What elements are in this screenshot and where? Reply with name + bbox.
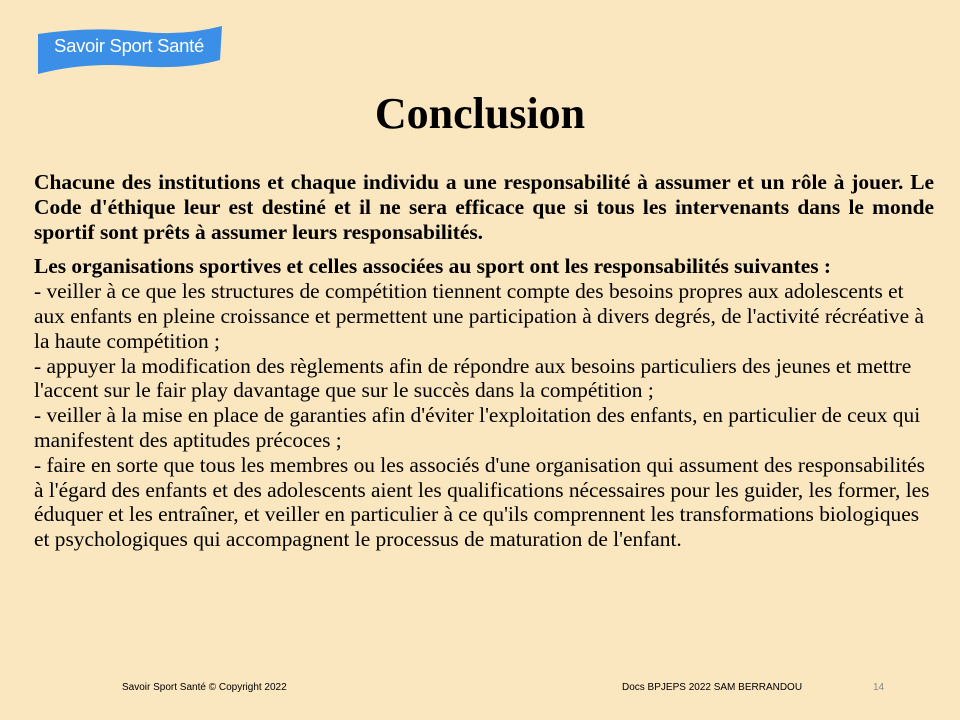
responsibility-item: - appuyer la modification des règlements afin de répondre aux besoins particuliers des jeunes et mettre l'accent sur le fair play davantage que sur le succès dans la compétition ; <box>34 353 912 403</box>
slide-body <box>34 170 934 552</box>
logo <box>34 24 224 76</box>
responsibility-item: - veiller à ce que les structures de compétition tiennent compte des besoins propres aux adolescents et aux enfants en pleine croissance et permettent une participation à divers degrés, de l'activité récréative à la haute compétition ; <box>34 279 924 353</box>
footer-docs: Docs BPJEPS 2022 SAM BERRANDOU <box>622 682 803 693</box>
page-number: 14 <box>873 682 885 693</box>
footer-copyright: Savoir Sport Santé © Copyright 2022 <box>122 682 287 693</box>
logo-text: Savoir Sport Santé <box>54 35 204 56</box>
responsibilities-lead: Les organisations sportives et celles associées au sport ont les responsabilités suivantes : <box>34 254 831 279</box>
page-title: Conclusion <box>374 89 586 138</box>
responsibility-item: - veiller à la mise en place de garanties afin d'éviter l'exploitation des enfants, en particulier de ceux qui manifestent des aptitudes précoces ; <box>34 403 921 452</box>
responsibility-item: - faire en sorte que tous les membres ou les associés d'une organisation qui assument des responsabilités à l'égard des enfants et des adolescents aient les qualifications nécessaires pour les guider, les former, les éduquer et les entraîner, et veiller en particulier à ce qu'ils comprennent les transformations biologiques et psychologiques qui accompagnent le processus de maturation de l'enfant. <box>34 452 930 552</box>
intro-paragraph: Chacune des institutions et chaque individu a une responsabilité à assumer et un rôle à jouer. Le Code d'éthique leur est destiné et il ne sera efficace que si tous les intervenants dans le monde sportif sont prêts à assumer leurs responsabilités. <box>34 170 934 244</box>
